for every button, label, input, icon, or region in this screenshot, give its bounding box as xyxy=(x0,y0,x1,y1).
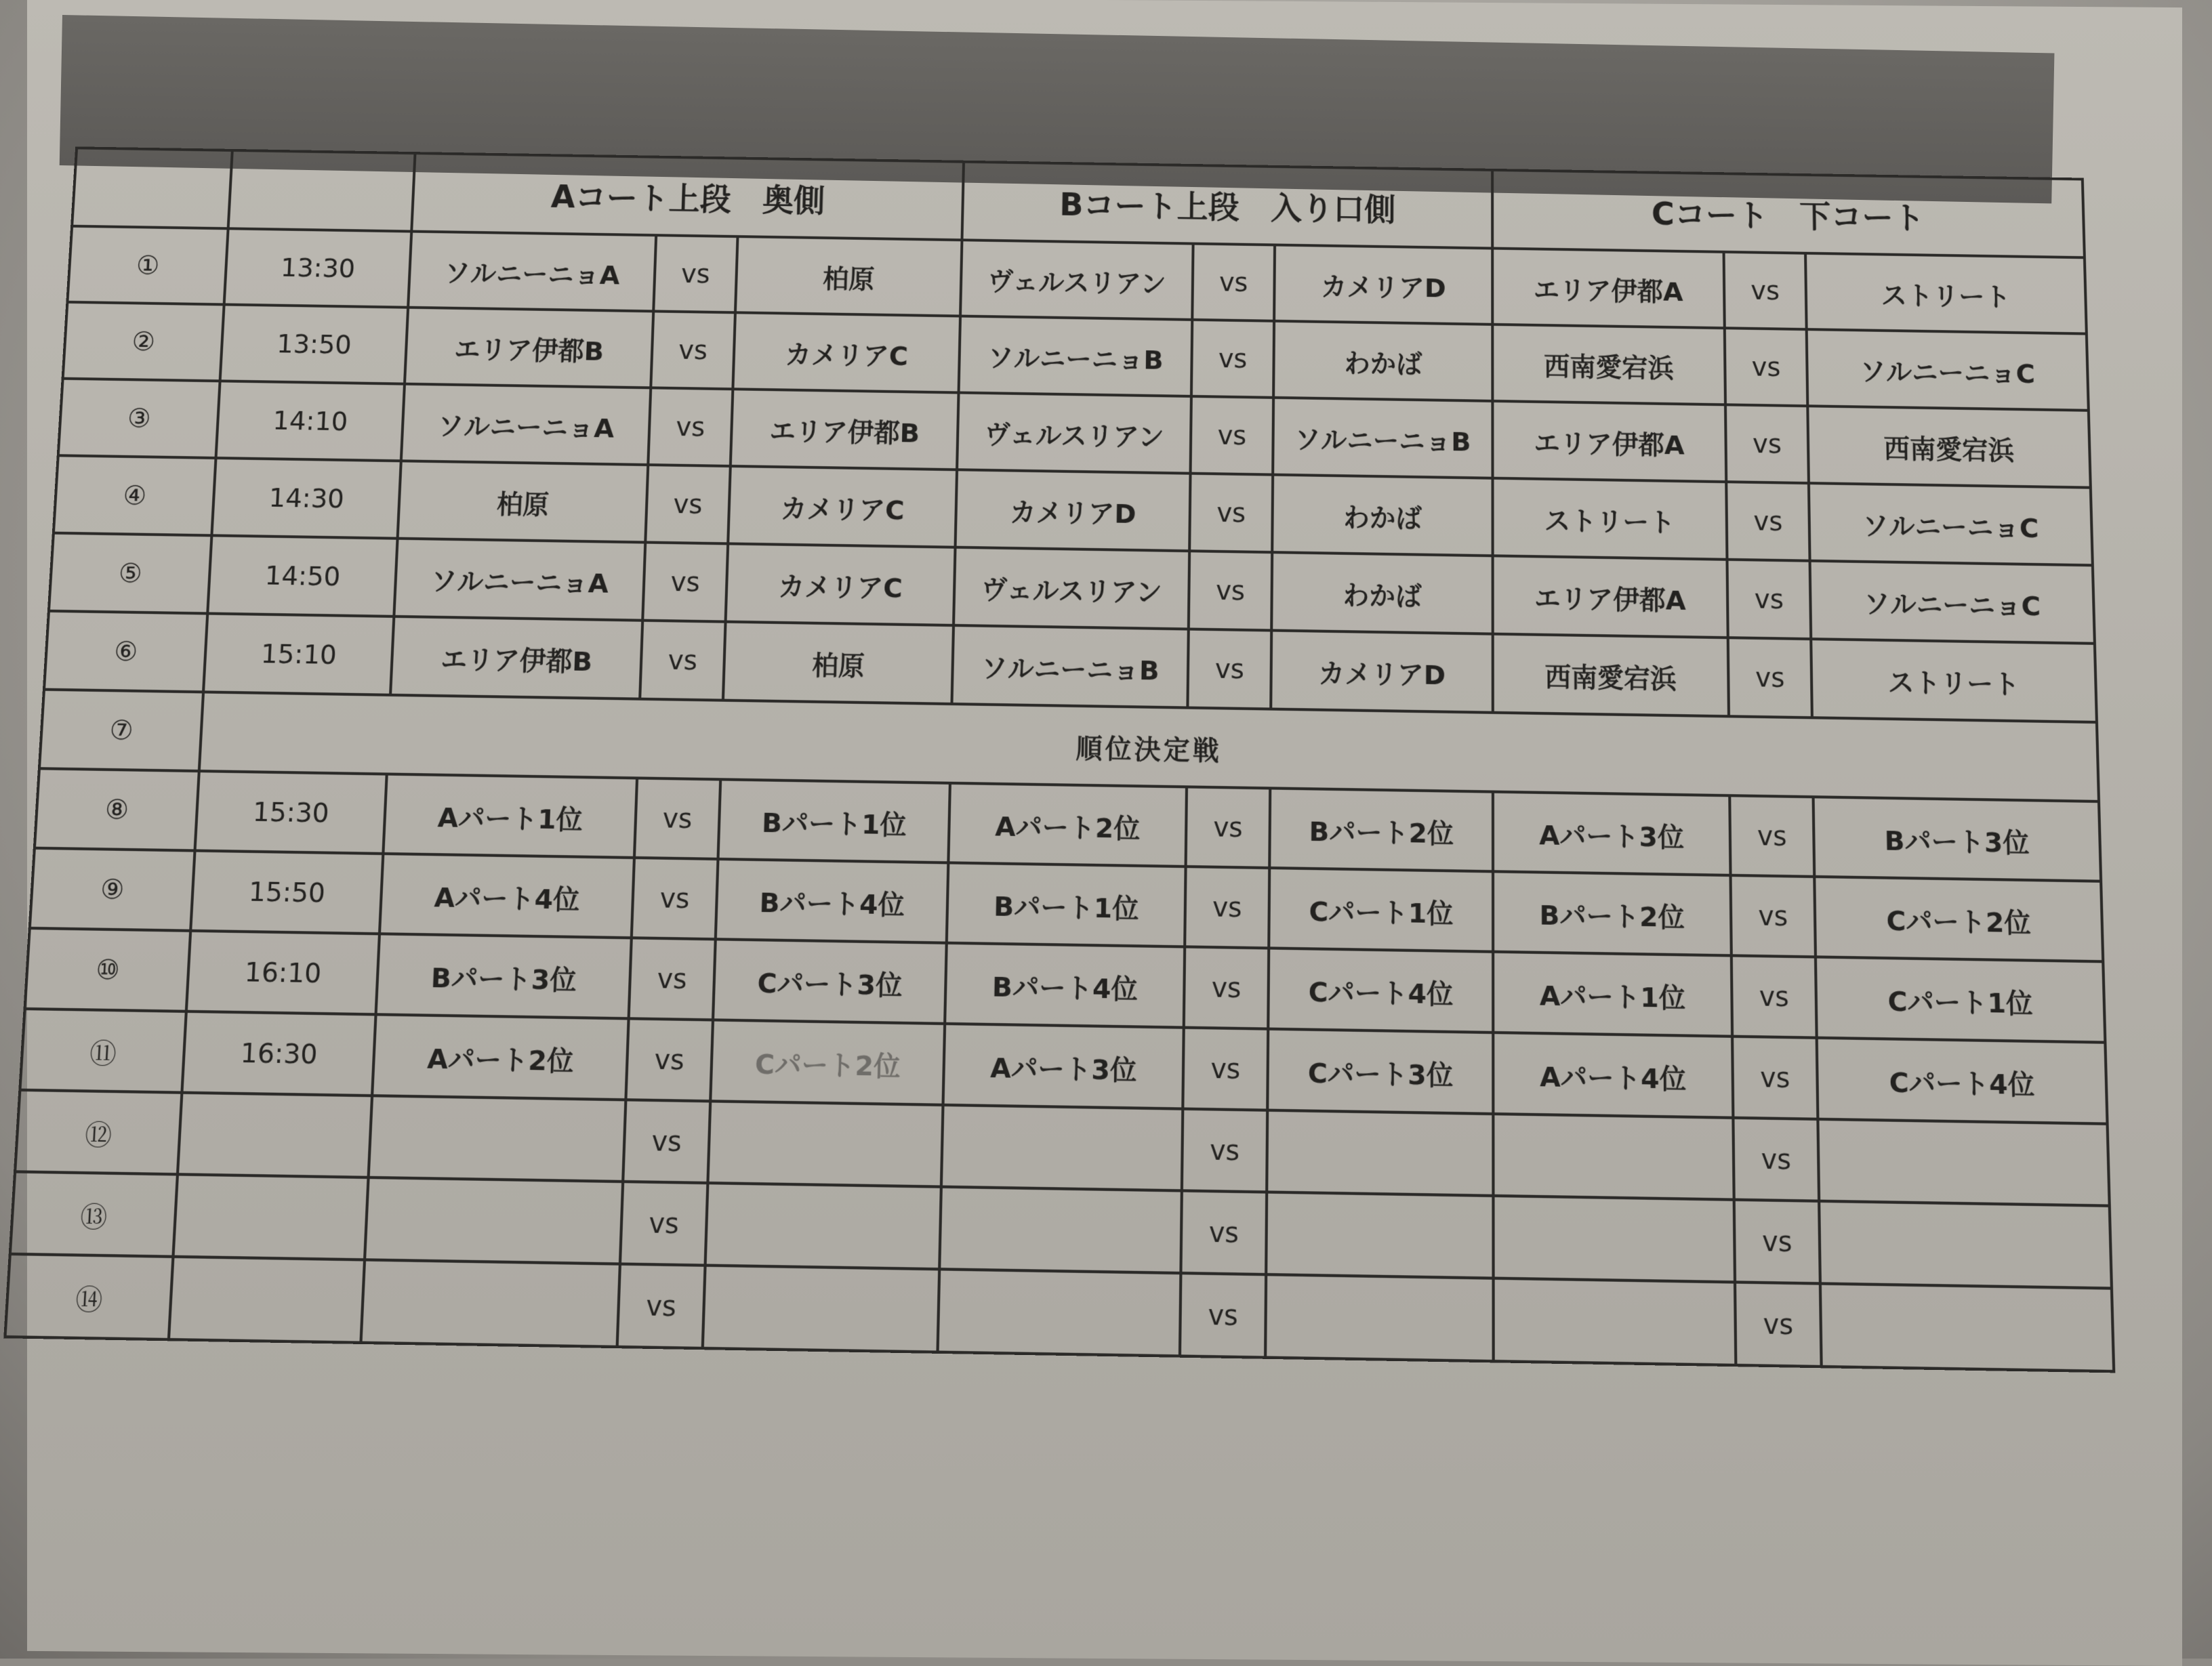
court-c-team-1: Aパート1位 xyxy=(1493,952,1732,1037)
court-b-team-2: Cパート3位 xyxy=(1267,1029,1493,1114)
court-a-header: Aコート上段 奥側 xyxy=(411,153,964,240)
court-b-team-1: カメリアD xyxy=(956,470,1191,551)
court-c-team-1: エリア伊都A xyxy=(1493,556,1728,638)
court-b-team-2 xyxy=(1267,1110,1493,1196)
header-time-cell xyxy=(228,150,415,232)
court-a-team-1: ソルニーニョA xyxy=(394,539,645,621)
court-b-team-1: ヴェルスリアン xyxy=(960,240,1193,320)
court-b-team-2: カメリアD xyxy=(1274,245,1492,324)
court-b-team-1 xyxy=(939,1187,1182,1273)
match-number: ⑫ xyxy=(15,1090,182,1175)
match-time: 16:30 xyxy=(182,1012,375,1096)
vs-label: vs xyxy=(634,778,720,859)
court-c-team-1 xyxy=(1494,1278,1736,1365)
vs-label: vs xyxy=(1180,1273,1266,1358)
vs-label: vs xyxy=(1726,482,1809,561)
court-c-team-2: ストリート xyxy=(1811,639,2097,722)
court-b-team-2: ソルニーニョB xyxy=(1273,398,1492,478)
court-a-team-1: 柏原 xyxy=(398,461,649,542)
court-c-team-1: エリア伊都A xyxy=(1492,248,1725,328)
schedule-table xyxy=(3,146,2115,1373)
vs-label: vs xyxy=(1727,560,1811,639)
vs-label: vs xyxy=(651,311,735,389)
vs-label: vs xyxy=(632,858,718,939)
court-b-team-1: ヴェルスリアン xyxy=(954,547,1189,629)
court-b-team-2: カメリアD xyxy=(1271,630,1493,712)
court-b-team-2 xyxy=(1266,1192,1493,1278)
court-b-team-1 xyxy=(938,1269,1181,1356)
vs-label: vs xyxy=(1732,955,1817,1037)
match-time: 15:30 xyxy=(195,771,387,854)
match-time xyxy=(169,1257,365,1343)
court-b-team-2: Bパート2位 xyxy=(1269,788,1493,871)
court-b-team-1: ソルニーニョB xyxy=(959,316,1193,396)
vs-label: vs xyxy=(640,621,725,701)
court-c-team-2: Cパート4位 xyxy=(1817,1038,2108,1124)
vs-label: vs xyxy=(617,1264,705,1348)
match-number: ⑧ xyxy=(35,768,199,850)
vs-label: vs xyxy=(1728,638,1812,717)
court-a-team-1: ソルニーニョA xyxy=(401,384,651,465)
court-c-team-2: 西南愛宕浜 xyxy=(1807,406,2091,487)
match-number: ⑩ xyxy=(25,928,191,1012)
vs-label: vs xyxy=(645,465,731,543)
court-b-team-1 xyxy=(941,1105,1183,1191)
court-b-team-2: Cパート4位 xyxy=(1268,948,1493,1033)
court-c-team-1: Bパート2位 xyxy=(1493,871,1732,955)
court-b-team-2: わかば xyxy=(1273,321,1492,401)
match-number: ③ xyxy=(58,379,220,458)
match-time: 16:10 xyxy=(186,931,380,1015)
court-c-team-1: ストリート xyxy=(1493,478,1727,560)
court-b-team-2: わかば xyxy=(1271,552,1493,633)
court-a-team-1: Aパート2位 xyxy=(372,1014,629,1100)
court-a-team-1 xyxy=(369,1096,626,1182)
vs-label: vs xyxy=(1184,946,1269,1028)
schedule-sheet xyxy=(3,146,2169,1373)
court-a-team-2 xyxy=(705,1183,941,1269)
court-a-team-1 xyxy=(361,1259,619,1347)
court-c-team-1: エリア伊都A xyxy=(1492,401,1726,482)
vs-label: vs xyxy=(1735,1282,1822,1367)
vs-label: vs xyxy=(642,542,728,621)
court-c-team-2 xyxy=(1818,1119,2109,1206)
court-c-team-2: Bパート3位 xyxy=(1814,797,2102,881)
court-b-team-2 xyxy=(1265,1274,1494,1361)
court-c-team-2: ソルニーニョC xyxy=(1810,561,2095,644)
match-time: 14:30 xyxy=(211,458,401,539)
match-number: ② xyxy=(63,302,224,381)
vs-label: vs xyxy=(1731,875,1816,957)
vs-label: vs xyxy=(1186,787,1271,868)
vs-label: vs xyxy=(1725,328,1808,406)
vs-label: vs xyxy=(1729,795,1814,877)
court-b-team-1: Aパート2位 xyxy=(948,783,1187,867)
court-c-team-1: Aパート3位 xyxy=(1493,792,1731,875)
vs-label: vs xyxy=(1734,1200,1820,1284)
court-a-team-1 xyxy=(365,1178,623,1264)
court-a-team-1: エリア伊都B xyxy=(390,617,642,699)
match-number: ⑥ xyxy=(44,611,207,692)
court-c-team-1: Aパート4位 xyxy=(1493,1033,1733,1118)
court-a-team-2: Cパート2位 xyxy=(710,1020,945,1105)
court-a-team-1: エリア伊都B xyxy=(405,308,653,388)
vs-label: vs xyxy=(1732,1037,1818,1119)
court-a-team-2: カメリアC xyxy=(733,312,960,392)
court-b-team-2: Cパート1位 xyxy=(1269,868,1493,952)
vs-label: vs xyxy=(626,1018,713,1101)
court-a-team-2: Cパート3位 xyxy=(713,939,947,1024)
court-a-team-1: Aパート1位 xyxy=(383,774,637,857)
vs-label: vs xyxy=(1192,244,1275,321)
court-a-team-2 xyxy=(708,1101,943,1186)
court-a-team-2: カメリアC xyxy=(728,466,957,547)
court-c-team-2: Cパート2位 xyxy=(1814,877,2103,961)
header-num-cell xyxy=(72,148,232,228)
court-a-team-1: Bパート3位 xyxy=(376,934,632,1018)
court-b-team-1: Bパート4位 xyxy=(945,943,1185,1028)
vs-label: vs xyxy=(1725,404,1809,483)
vs-label: vs xyxy=(1191,396,1274,475)
match-number: ⑨ xyxy=(30,848,195,931)
match-number: ⑦ xyxy=(39,690,203,771)
court-c-team-2 xyxy=(1819,1201,2112,1289)
court-a-team-2: 柏原 xyxy=(735,236,962,316)
court-c-team-2: ソルニーニョC xyxy=(1809,483,2093,565)
court-c-team-1: 西南愛宕浜 xyxy=(1493,634,1729,717)
court-a-team-2: 柏原 xyxy=(723,622,954,704)
vs-label: vs xyxy=(1189,474,1273,552)
court-b-header: Bコート上段 入り口側 xyxy=(962,162,1493,249)
court-b-team-1: ソルニーニョB xyxy=(952,625,1189,708)
vs-label: vs xyxy=(1191,320,1274,398)
court-b-team-1: Aパート3位 xyxy=(943,1024,1184,1109)
vs-label: vs xyxy=(623,1100,710,1183)
match-number: ⑭ xyxy=(5,1254,173,1339)
court-a-team-2: エリア伊都B xyxy=(731,389,959,470)
vs-label: vs xyxy=(1724,252,1807,329)
match-time: 13:30 xyxy=(224,228,412,307)
court-a-team-2 xyxy=(703,1266,940,1352)
court-b-team-1: ヴェルスリアン xyxy=(957,393,1191,474)
court-a-team-2: Bパート1位 xyxy=(718,779,949,862)
vs-label: vs xyxy=(629,938,716,1020)
court-a-team-1: Aパート4位 xyxy=(380,854,634,938)
match-number: ⑬ xyxy=(10,1171,178,1256)
match-time xyxy=(173,1174,368,1259)
vs-label: vs xyxy=(620,1182,708,1266)
vs-label: vs xyxy=(1183,1028,1268,1110)
match-time xyxy=(178,1093,372,1178)
match-number: ⑤ xyxy=(49,533,211,614)
court-b-team-1: Bパート1位 xyxy=(947,862,1186,946)
court-a-team-2: カメリアC xyxy=(726,543,956,625)
court-c-team-1 xyxy=(1493,1114,1734,1200)
vs-label: vs xyxy=(648,388,733,466)
court-c-team-1 xyxy=(1494,1196,1736,1283)
match-time: 13:50 xyxy=(220,304,409,383)
court-c-team-1: 西南愛宕浜 xyxy=(1492,325,1725,404)
match-time: 15:50 xyxy=(190,851,383,934)
court-c-team-2 xyxy=(1820,1283,2114,1371)
match-number: ⑪ xyxy=(20,1009,186,1093)
vs-label: vs xyxy=(1182,1109,1267,1192)
match-number: ① xyxy=(67,226,228,305)
court-c-team-2: ソルニーニョC xyxy=(1807,329,2089,411)
vs-label: vs xyxy=(1733,1118,1819,1201)
court-a-team-1: ソルニーニョA xyxy=(408,232,656,312)
court-c-team-2: Cパート1位 xyxy=(1816,957,2105,1042)
match-time: 14:10 xyxy=(216,381,405,461)
vs-label: vs xyxy=(653,235,737,312)
ranking-playoff-banner: 順位決定戦 xyxy=(199,692,2099,801)
vs-label: vs xyxy=(1187,629,1271,709)
court-a-team-2: Bパート4位 xyxy=(716,859,949,943)
vs-label: vs xyxy=(1189,551,1272,630)
vs-label: vs xyxy=(1181,1190,1267,1274)
court-c-team-2: ストリート xyxy=(1805,253,2087,334)
match-number: ④ xyxy=(54,455,216,535)
match-time: 14:50 xyxy=(207,535,397,617)
court-c-header: Cコート 下コート xyxy=(1492,170,2085,257)
court-b-team-2: わかば xyxy=(1272,475,1492,556)
match-time: 15:10 xyxy=(203,613,394,694)
vs-label: vs xyxy=(1185,867,1269,948)
